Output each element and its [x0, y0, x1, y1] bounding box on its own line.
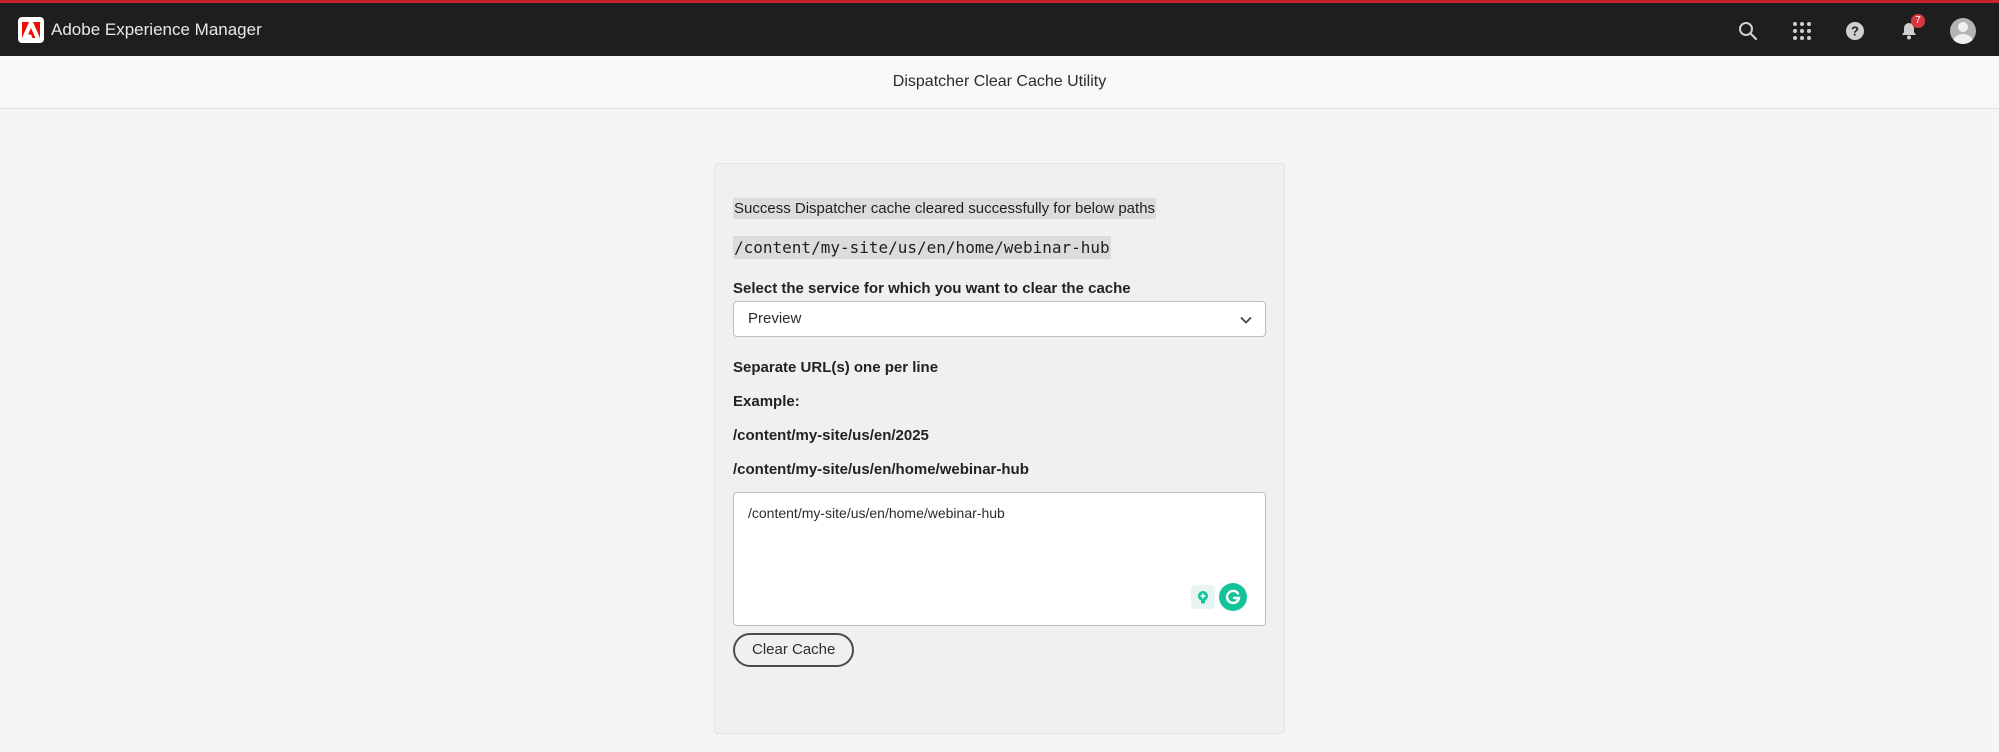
grammarly-widget[interactable]: [1191, 583, 1247, 611]
adobe-logo-icon: [18, 17, 44, 43]
service-label: Select the service for which you want to clear the cache: [733, 280, 1131, 297]
app-brand[interactable]: [18, 17, 262, 43]
apps-grid-icon[interactable]: [1786, 15, 1818, 47]
top-navigation-bar: [0, 0, 1999, 56]
search-icon[interactable]: [1732, 15, 1764, 47]
example-path-2: /content/my-site/us/en/home/webinar-hub: [733, 461, 1029, 478]
svg-text:?: ?: [1851, 23, 1859, 39]
avatar-icon: [1950, 18, 1976, 44]
cleared-path: /content/my-site/us/en/home/webinar-hub: [734, 238, 1110, 257]
example-label: Example:: [733, 393, 800, 410]
service-selected-value: Preview: [748, 310, 802, 327]
clear-cache-card: [714, 163, 1285, 734]
success-message: Success Dispatcher cache cleared successfully for below paths: [734, 200, 1156, 217]
notifications-bell-icon[interactable]: [1893, 15, 1925, 47]
service-select[interactable]: [733, 301, 1266, 337]
urls-textarea[interactable]: [733, 492, 1266, 626]
user-avatar[interactable]: [1947, 15, 1979, 47]
app-name: Adobe Experience Manager: [51, 20, 262, 39]
clear-cache-button[interactable]: Clear Cache: [733, 633, 854, 667]
chevron-down-icon: [1239, 313, 1253, 327]
page-title-bar: [0, 56, 1999, 109]
page-title: Dispatcher Clear Cache Utility: [892, 73, 1107, 90]
urls-textarea-value: /content/my-site/us/en/home/webinar-hub: [748, 505, 1005, 521]
example-path-1: /content/my-site/us/en/2025: [733, 427, 929, 444]
notification-badge: 7: [1911, 14, 1925, 28]
lightbulb-icon[interactable]: [1191, 585, 1215, 609]
instructions-label: Separate URL(s) one per line: [733, 359, 939, 376]
help-icon[interactable]: [1839, 15, 1871, 47]
grammarly-icon[interactable]: [1219, 583, 1247, 611]
